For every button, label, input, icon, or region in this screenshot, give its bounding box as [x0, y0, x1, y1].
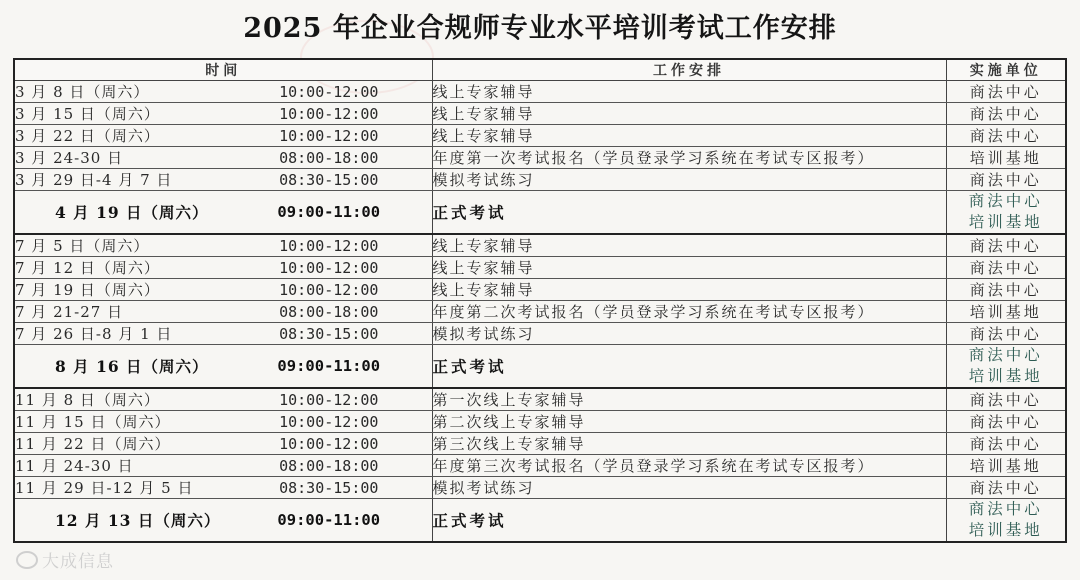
table-row	[14, 125, 1066, 147]
unit-label: 商法中心	[969, 413, 1042, 431]
unit-label: 培训基地	[968, 367, 1043, 385]
watermark-text: 大成信息	[42, 552, 114, 572]
cell-unit	[946, 388, 1066, 411]
table-header-row	[14, 59, 1066, 81]
unit-label: 商法中心	[968, 346, 1043, 364]
unit-label: 培训基地	[969, 149, 1042, 167]
cell-time: 10:00-12:00	[226, 433, 432, 455]
unit-label: 商法中心	[969, 105, 1042, 123]
header-work: 工作安排	[432, 59, 946, 81]
cell-work: 年度第二次考试报名（学员登录学习系统在考试专区报考）	[432, 301, 946, 323]
cell-work: 线上专家辅导	[432, 103, 946, 125]
unit-label: 培训基地	[968, 213, 1043, 231]
cell-work: 第二次线上专家辅导	[432, 411, 946, 433]
cell-date: 7 月 5 日（周六）	[14, 234, 226, 257]
cell-date: 3 月 15 日（周六）	[14, 103, 226, 125]
schedule-table	[13, 58, 1067, 543]
table-row	[14, 455, 1066, 477]
cell-time: 10:00-12:00	[226, 279, 432, 301]
cell-time: 08:30-15:00	[226, 477, 432, 499]
cell-time: 10:00-12:00	[226, 103, 432, 125]
cell-time: 10:00-12:00	[226, 125, 432, 147]
table-row	[14, 257, 1066, 279]
table-row	[14, 169, 1066, 191]
cell-time: 08:00-18:00	[226, 455, 432, 477]
cell-date: 3 月 8 日（周六）	[14, 81, 226, 103]
cell-date: 3 月 29 日-4 月 7 日	[14, 169, 226, 191]
unit-label: 培训基地	[968, 521, 1043, 539]
cell-date: 8 月 16 日（周六）	[14, 345, 226, 389]
cell-date: 7 月 21-27 日	[14, 301, 226, 323]
cell-time: 10:00-12:00	[226, 257, 432, 279]
unit-label: 商法中心	[969, 479, 1042, 497]
table-row	[14, 345, 1066, 389]
table-row	[14, 323, 1066, 345]
cell-work: 线上专家辅导	[432, 234, 946, 257]
table-row	[14, 279, 1066, 301]
cell-unit	[946, 169, 1066, 191]
cell-date: 11 月 29 日-12 月 5 日	[14, 477, 226, 499]
cell-unit	[946, 147, 1066, 169]
header-time: 时间	[14, 59, 432, 81]
cell-work: 第一次线上专家辅导	[432, 388, 946, 411]
cell-work: 正式考试	[432, 499, 946, 543]
cell-time: 09:00-11:00	[226, 345, 432, 389]
cell-unit	[946, 191, 1066, 235]
table-row	[14, 411, 1066, 433]
cell-date: 11 月 15 日（周六）	[14, 411, 226, 433]
unit-label: 商法中心	[969, 127, 1042, 145]
cell-work: 正式考试	[432, 191, 946, 235]
cell-unit	[946, 477, 1066, 499]
unit-label: 商法中心	[969, 391, 1042, 409]
cell-date: 12 月 13 日（周六）	[14, 499, 226, 543]
cell-time: 10:00-12:00	[226, 388, 432, 411]
unit-label: 培训基地	[969, 303, 1042, 321]
cell-work: 线上专家辅导	[432, 257, 946, 279]
unit-label: 商法中心	[968, 500, 1043, 518]
cell-unit	[946, 345, 1066, 389]
schedule-body	[14, 81, 1066, 543]
table-row	[14, 234, 1066, 257]
cell-date: 11 月 22 日（周六）	[14, 433, 226, 455]
cell-time: 08:00-18:00	[226, 301, 432, 323]
cell-work: 正式考试	[432, 345, 946, 389]
cell-unit	[946, 257, 1066, 279]
table-row	[14, 433, 1066, 455]
cell-unit	[946, 433, 1066, 455]
cell-time: 09:00-11:00	[226, 191, 432, 235]
cell-work: 线上专家辅导	[432, 279, 946, 301]
table-row	[14, 103, 1066, 125]
page-title: 2025 年企业合规师专业水平培训考试工作安排	[243, 13, 837, 44]
table-row	[14, 477, 1066, 499]
table-row	[14, 191, 1066, 235]
table-row	[14, 388, 1066, 411]
cell-work: 线上专家辅导	[432, 81, 946, 103]
table-row	[14, 147, 1066, 169]
unit-label: 培训基地	[969, 457, 1042, 475]
cell-unit	[946, 81, 1066, 103]
cell-date: 3 月 24-30 日	[14, 147, 226, 169]
cell-time: 08:30-15:00	[226, 169, 432, 191]
cell-date: 7 月 12 日（周六）	[14, 257, 226, 279]
cell-time: 10:00-12:00	[226, 411, 432, 433]
cell-work: 年度第三次考试报名（学员登录学习系统在考试专区报考）	[432, 455, 946, 477]
cell-time: 08:30-15:00	[226, 323, 432, 345]
unit-label: 商法中心	[969, 281, 1042, 299]
cell-unit	[946, 125, 1066, 147]
cell-unit	[946, 499, 1066, 543]
table-row	[14, 499, 1066, 543]
cell-date: 11 月 8 日（周六）	[14, 388, 226, 411]
cell-unit	[946, 103, 1066, 125]
cell-unit	[946, 279, 1066, 301]
header-unit: 实施单位	[946, 59, 1066, 81]
cell-date: 7 月 26 日-8 月 1 日	[14, 323, 226, 345]
cell-unit	[946, 234, 1066, 257]
unit-label: 商法中心	[969, 237, 1042, 255]
cell-date: 7 月 19 日（周六）	[14, 279, 226, 301]
cell-work: 模拟考试练习	[432, 323, 946, 345]
cell-date: 11 月 24-30 日	[14, 455, 226, 477]
cell-time: 10:00-12:00	[226, 81, 432, 103]
table-row	[14, 301, 1066, 323]
cell-date: 3 月 22 日（周六）	[14, 125, 226, 147]
cell-unit	[946, 323, 1066, 345]
watermark-logo-icon	[16, 551, 38, 569]
unit-label: 商法中心	[969, 83, 1042, 101]
unit-label: 商法中心	[969, 325, 1042, 343]
cell-work: 模拟考试练习	[432, 169, 946, 191]
cell-time: 10:00-12:00	[226, 234, 432, 257]
unit-label: 商法中心	[969, 171, 1042, 189]
table-row	[14, 81, 1066, 103]
cell-date: 4 月 19 日（周六）	[14, 191, 226, 235]
cell-time: 08:00-18:00	[226, 147, 432, 169]
unit-label: 商法中心	[969, 259, 1042, 277]
cell-work: 第三次线上专家辅导	[432, 433, 946, 455]
cell-time: 09:00-11:00	[226, 499, 432, 543]
unit-label: 商法中心	[969, 435, 1042, 453]
watermark	[16, 547, 114, 572]
cell-work: 模拟考试练习	[432, 477, 946, 499]
cell-unit	[946, 411, 1066, 433]
cell-unit	[946, 455, 1066, 477]
cell-work: 年度第一次考试报名（学员登录学习系统在考试专区报考）	[432, 147, 946, 169]
unit-label: 商法中心	[968, 192, 1043, 210]
cell-unit	[946, 301, 1066, 323]
cell-work: 线上专家辅导	[432, 125, 946, 147]
